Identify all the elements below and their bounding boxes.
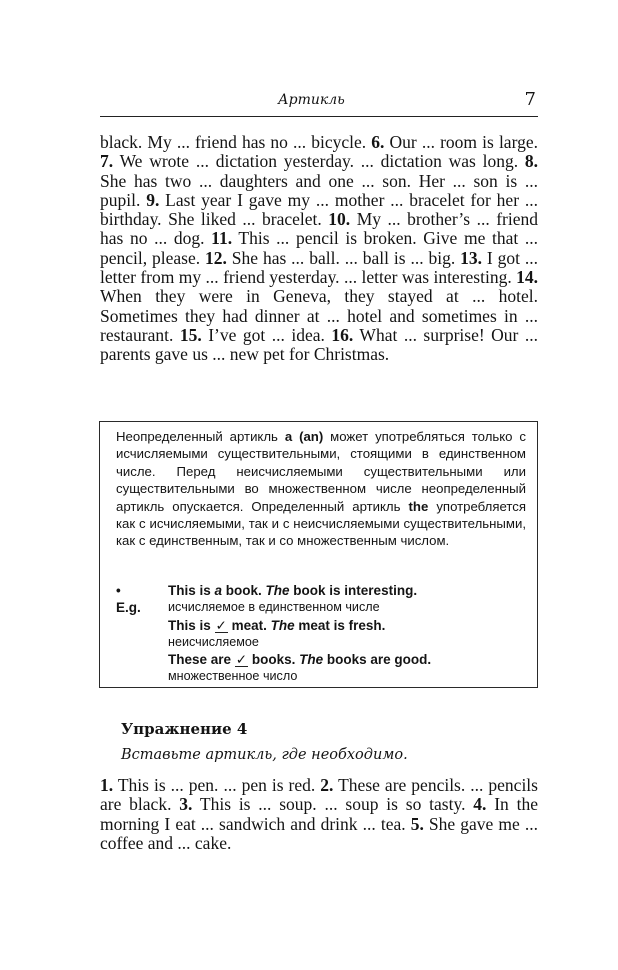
item-number: 5.: [410, 813, 424, 834]
examples-column: [168, 582, 431, 686]
item-number: 16.: [331, 324, 354, 345]
page-number: 7: [524, 89, 536, 110]
item-number: 8.: [524, 151, 538, 172]
header-title: Артикль: [278, 92, 345, 108]
exercise3-continuation: [100, 133, 538, 365]
item-text: Our ... room is large.: [384, 132, 538, 152]
example-1: [168, 582, 431, 599]
item-text: I’ve got ... idea.: [201, 324, 332, 345]
item-text: We wrote ... dictation yesterday. ... dictation was long.: [113, 151, 525, 172]
item-number: 15.: [179, 324, 202, 345]
example-2-the: The: [270, 617, 295, 633]
example-2-note: неисчисляемое: [168, 634, 259, 649]
item-number: 11.: [211, 228, 233, 249]
check-mark-icon: ✓: [215, 617, 227, 633]
item-text: This is ... pen. ... pen is red.: [113, 775, 321, 795]
article-the: the: [408, 498, 429, 514]
example-3-pre: These are: [168, 652, 235, 668]
exercise4-text: [100, 776, 538, 853]
item-number: 2.: [320, 775, 334, 795]
item-number: 7.: [100, 151, 114, 172]
example-1-the: The: [265, 583, 290, 598]
check-mark-icon: ✓: [235, 652, 248, 668]
running-header: [100, 89, 538, 114]
example-2-pre: This is: [168, 617, 215, 633]
item-number: 9.: [146, 189, 160, 210]
example-2-mid: meat.: [227, 617, 271, 633]
example-3-note: множественное число: [168, 669, 298, 684]
example-2-post: meat is fresh.: [294, 617, 386, 633]
item-text: These are pencils. ... pencils are black.: [100, 775, 538, 815]
item-number: 10.: [328, 209, 351, 230]
item-text: In the morning I eat ... sandwich and drink ... tea.: [100, 794, 538, 834]
exercise-instruction: Вставьте артикль, где необходимо.: [121, 747, 408, 763]
example-3-mid: books.: [248, 652, 300, 668]
example-3-post: books are good.: [323, 652, 432, 668]
exercise-title: Упражнение 4: [121, 720, 248, 738]
item-number: 1.: [100, 775, 114, 795]
rule-box: [99, 421, 538, 688]
article-a: a (an): [284, 429, 324, 444]
item-text: She gave me ... coffee and ... cake.: [100, 813, 538, 853]
item-text: Last year I gave my ... mother ... bracelet for her ... birthday. She liked ... bracelet.: [100, 189, 538, 230]
item-text: She has ... ball. ... ball is ... big.: [226, 247, 461, 268]
example-1-note: исчисляемое в единственном числе: [168, 600, 380, 615]
item-text: When they were in Geneva, they stayed at ... hotel. Sometimes they had dinner at ... hotel and sometimes in ... restaurant.: [100, 286, 538, 345]
example-1-pre: This is: [168, 583, 215, 598]
item-text: My ... brother’s ... friend has no ... dog.: [100, 209, 538, 249]
example-1-post: book is interesting.: [289, 583, 418, 598]
item-number: 6.: [371, 132, 385, 152]
item-text: She has two ... daughters and one ... son. Her ... son is ... pupil.: [100, 170, 538, 210]
item-text: I got ... letter from my ... friend yesterday. ... letter was interesting.: [100, 247, 538, 288]
item-text: black. My ... friend has no ... bicycle.: [100, 132, 372, 152]
example-3: [168, 651, 431, 668]
item-number: 14.: [516, 267, 538, 288]
rule-text-part2: может употребляться только с исчисляемыми существительными, стоящими в единственном числе. Перед неисчисляемыми существительными или существительными во множественном числе неопределенный артикль опускается. Определенный артикль: [116, 429, 527, 514]
example-3-the: The: [299, 652, 324, 668]
item-number: 4.: [473, 794, 487, 815]
example-1-mid: book.: [222, 583, 266, 598]
rule-text: [116, 428, 526, 550]
example-1-article: a: [214, 583, 223, 598]
item-text: This is ... soup. ... soup is so tasty.: [192, 794, 474, 815]
item-text: This ... pencil is broken. Give me that ... pencil, please.: [100, 228, 538, 268]
example-bullet: • E.g.: [116, 583, 141, 616]
rule-text-part3: употребляется как с исчисляемыми, так и с неисчисляемыми существительными, как с единственным, так и со множественным числом.: [116, 498, 526, 549]
item-text: What ... surprise! Our ... parents gave us ... new pet for Christmas.: [100, 324, 538, 365]
rule-text-part1: Неопределенный артикль: [116, 429, 285, 444]
item-number: 12.: [205, 247, 227, 268]
item-number: 13.: [460, 247, 482, 268]
header-rule: [100, 116, 538, 117]
example-2: [168, 617, 431, 634]
item-number: 3.: [179, 794, 193, 815]
